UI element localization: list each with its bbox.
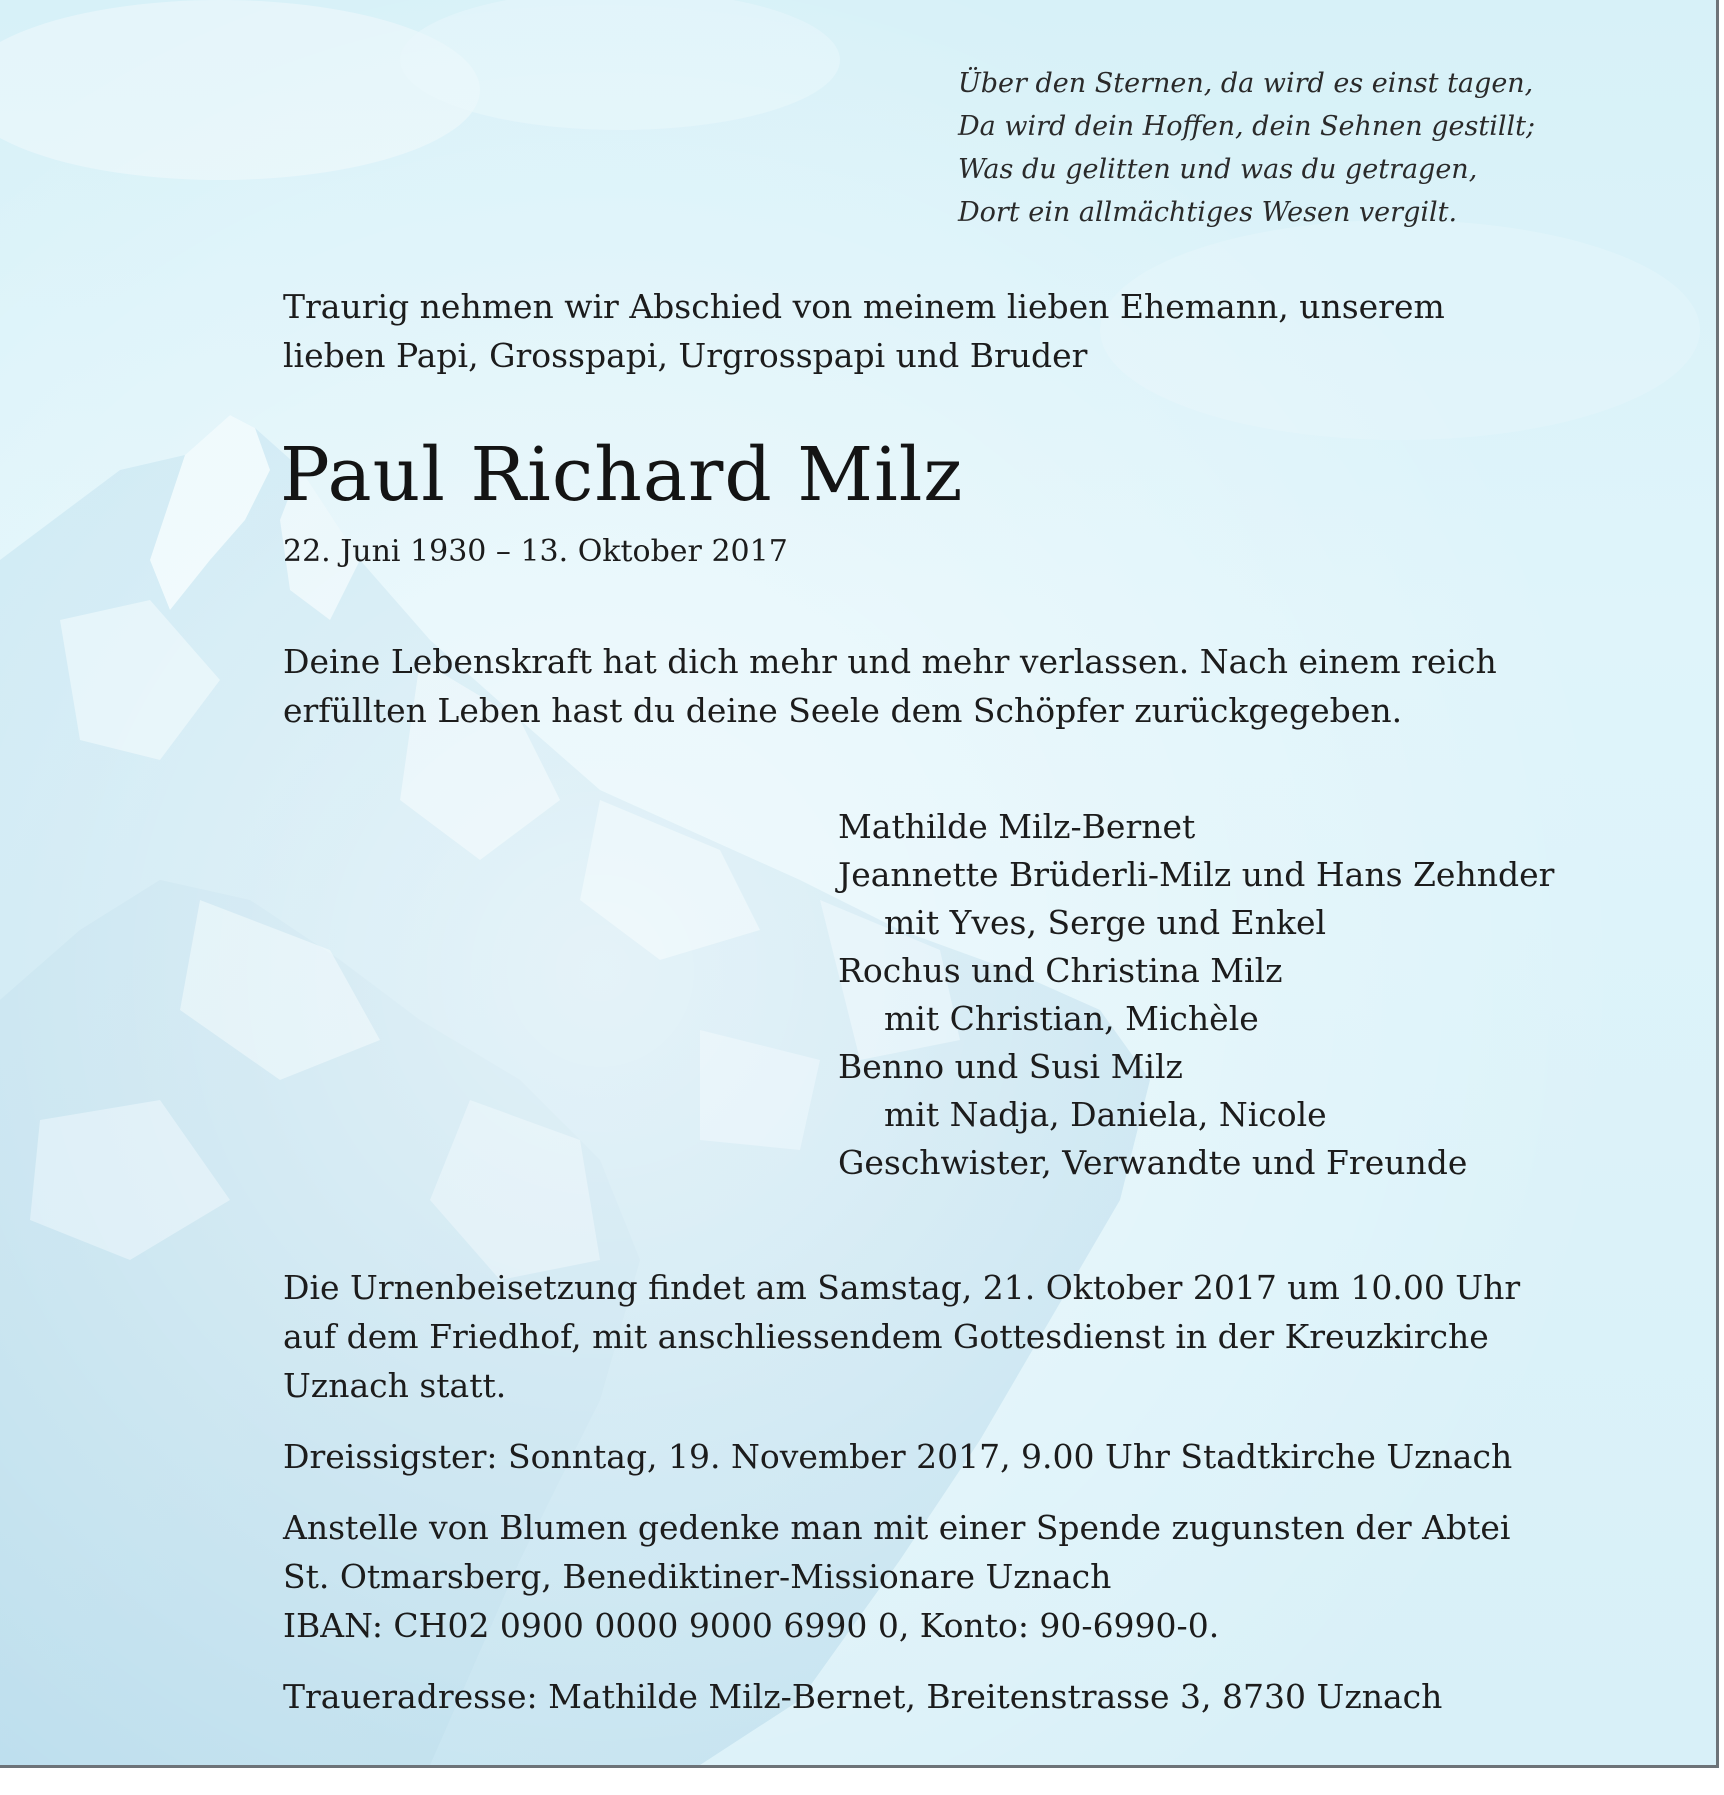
poem-verse <box>958 62 1535 234</box>
ceremony-information <box>283 1263 1703 1743</box>
funeral-line: Die Urnenbeisetzung findet am Samstag, 21. Oktober 2017 um 10.00 Uhr <box>283 1268 1521 1307</box>
mourner-line: Geschwister, Verwandte und Freunde <box>838 1143 1468 1182</box>
mourner-line: Mathilde Milz-Bernet <box>838 807 1196 846</box>
funeral-line: Uznach statt. <box>283 1366 507 1405</box>
poem-line: Da wird dein Hoffen, dein Sehnen gestillt; <box>958 111 1536 142</box>
mourner-subline: mit Yves, Serge und Enkel <box>884 903 1327 942</box>
tribute-line: erfüllten Leben hast du deine Seele dem Schöpfer zurückgegeben. <box>283 691 1403 730</box>
address-paragraph <box>283 1672 1703 1721</box>
funeral-line: auf dem Friedhof, mit anschliessendem Gottesdienst in der Kreuzkirche <box>283 1317 1489 1356</box>
mourner-line: Benno und Susi Milz <box>838 1047 1183 1086</box>
intro-line: Traurig nehmen wir Abschied von meinem lieben Ehemann, unserem <box>283 287 1445 326</box>
mourner-line: Rochus und Christina Milz <box>838 951 1283 990</box>
poem-line: Was du gelitten und was du getragen, <box>958 154 1478 185</box>
donation-line: Anstelle von Blumen gedenke man mit einer Spende zugunsten der Abtei <box>283 1508 1511 1547</box>
life-dates: 22. Juni 1930 – 13. Oktober 2017 <box>283 534 788 569</box>
poem-line: Dort ein allmächtiges Wesen vergilt. <box>958 197 1458 228</box>
mourner-line: Jeannette Brüderli-Milz und Hans Zehnder <box>838 855 1555 894</box>
memorial-line: Dreissigster: Sonntag, 19. November 2017, 9.00 Uhr Stadtkirche Uznach <box>283 1437 1513 1476</box>
bank-details-line: IBAN: CH02 0900 0000 9000 6990 0, Konto: 90-6990-0. <box>283 1606 1220 1645</box>
mourners-list <box>838 803 1554 1187</box>
funeral-paragraph <box>283 1263 1703 1410</box>
deceased-name: Paul Richard Milz <box>280 432 964 518</box>
mourner-subline: mit Christian, Michèle <box>884 999 1259 1038</box>
tribute-paragraph <box>283 637 1693 735</box>
intro-paragraph <box>283 282 1683 380</box>
donation-line: St. Otmarsberg, Benediktiner-Missionare Uznach <box>283 1557 1112 1596</box>
poem-line: Über den Sternen, da wird es einst tagen, <box>958 68 1534 99</box>
donation-paragraph <box>283 1503 1703 1650</box>
memorial-paragraph <box>283 1432 1703 1481</box>
mourner-subline: mit Nadja, Daniela, Nicole <box>884 1095 1327 1134</box>
tribute-line: Deine Lebenskraft hat dich mehr und mehr verlassen. Nach einem reich <box>283 642 1497 681</box>
intro-line: lieben Papi, Grosspapi, Urgrosspapi und Bruder <box>283 336 1088 375</box>
mourning-address-line: Traueradresse: Mathilde Milz-Bernet, Breitenstrasse 3, 8730 Uznach <box>283 1677 1443 1716</box>
